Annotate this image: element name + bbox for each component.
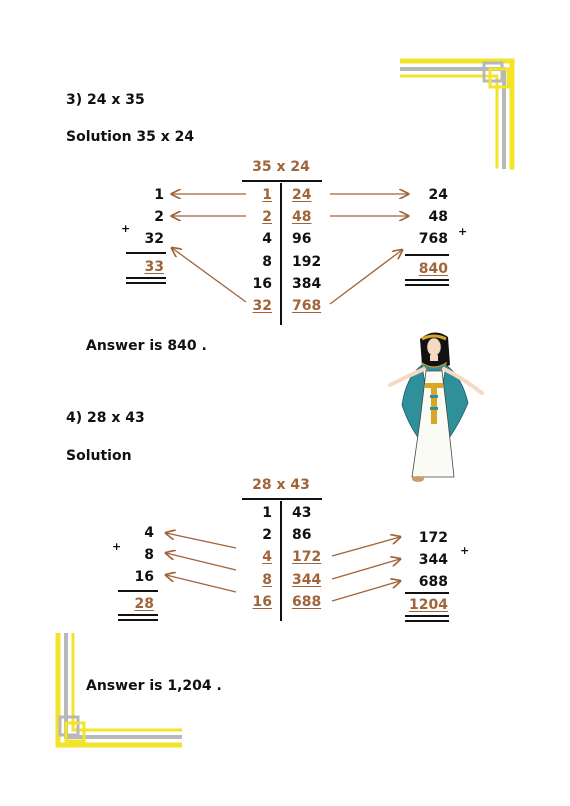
plus-sign: + [458,225,468,238]
arrow [166,553,236,570]
cleopatra-illustration [376,325,496,490]
sum-right-value: 48 [428,209,448,225]
sum-right-total: 1204 [409,597,448,613]
table-right-cell: 48 [292,209,312,225]
sum-left-value: 8 [144,547,154,563]
arrow [332,581,400,601]
problem-4-table-header: 28 x 43 [252,477,310,493]
sum-left-value: 4 [144,525,154,541]
problem-3-answer: Answer is 840 . [86,338,207,354]
sum-left-total: 28 [134,596,154,612]
problem-4-heading: 4) 28 x 43 [66,410,145,426]
table-left-cell: 8 [262,572,272,588]
sum-right-value: 172 [418,530,448,546]
arrow [166,575,236,592]
table-left-cell: 8 [262,254,272,270]
sum-left-value: 1 [154,187,164,203]
problem-3-heading: 3) 24 x 35 [66,92,145,108]
table-right-cell: 688 [292,594,322,610]
table-right-cell: 86 [292,527,312,543]
table-left-cell: 1 [262,505,272,521]
arrow [332,559,400,579]
table-left-cell: 4 [262,231,272,247]
sum-right-value: 768 [418,231,448,247]
table-left-cell: 4 [262,549,272,565]
table-left-cell: 16 [252,276,272,292]
table-left-cell: 1 [262,187,272,203]
sum-right-value: 24 [428,187,448,203]
sum-right-value: 344 [418,552,448,568]
sum-left-value: 32 [144,231,164,247]
arrow [166,533,236,548]
plus-sign: + [460,544,470,557]
problem-3-table-header: 35 x 24 [252,159,310,175]
plus-sign: + [112,540,122,553]
plus-sign: + [121,222,131,235]
table-right-cell: 96 [292,231,312,247]
sum-left-value: 2 [154,209,164,225]
table-right-cell: 24 [292,187,312,203]
problem-3-solution-label: Solution 35 x 24 [66,129,195,145]
arrow [332,537,400,556]
sum-right-value: 688 [418,574,448,590]
sum-right-total: 840 [418,261,448,277]
table-left-cell: 2 [262,527,272,543]
table-right-cell: 344 [292,572,322,588]
sum-left-value: 16 [134,569,154,585]
sum-left-total: 33 [144,259,164,275]
arrow [172,248,246,302]
arrow [330,250,402,304]
table-right-cell: 192 [292,254,322,270]
table-right-cell: 768 [292,298,322,314]
table-right-cell: 43 [292,505,312,521]
table-left-cell: 32 [252,298,272,314]
table-right-cell: 384 [292,276,322,292]
table-left-cell: 2 [262,209,272,225]
table-right-cell: 172 [292,549,322,565]
problem-4-solution-label: Solution [66,448,132,464]
problem-4-answer: Answer is 1,204 . [86,678,222,694]
table-left-cell: 16 [252,594,272,610]
